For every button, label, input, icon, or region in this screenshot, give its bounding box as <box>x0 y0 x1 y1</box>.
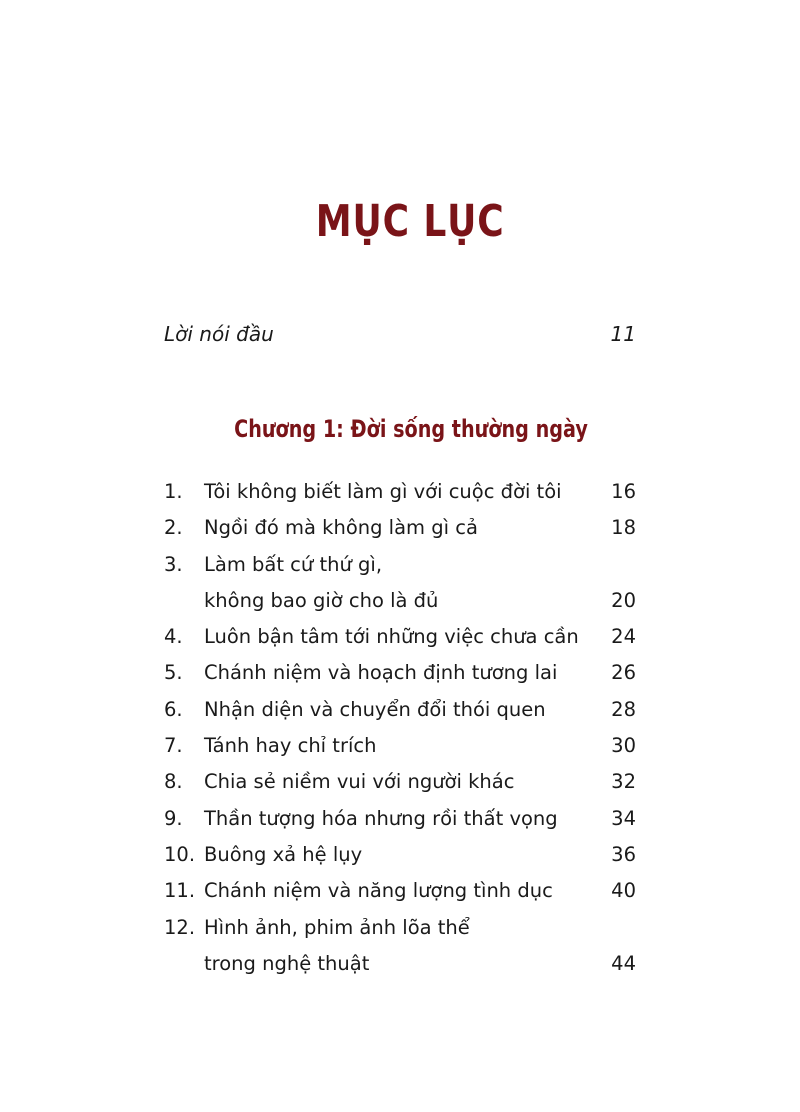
toc-entry <box>164 547 636 620</box>
toc-entry-title: Chia sẻ niềm vui với người khác <box>204 770 515 794</box>
toc-entry-page-number: 16 <box>611 480 636 503</box>
toc-entry-list <box>164 474 636 982</box>
toc-entry-number: 10. <box>164 842 196 866</box>
toc-entry <box>164 910 636 983</box>
toc-entry-number: 2. <box>164 516 183 540</box>
toc-entry-page-number: 26 <box>611 661 636 685</box>
toc-entry <box>164 619 636 655</box>
toc-entry <box>164 510 636 546</box>
toc-entry-page-number: 36 <box>611 842 636 866</box>
toc-entry-page-number: 18 <box>611 516 636 540</box>
toc-entry <box>164 692 636 728</box>
toc-entry-number: 6. <box>164 697 183 721</box>
toc-entry-number: 5. <box>164 661 183 685</box>
toc-entry <box>164 837 636 873</box>
toc-entry-number: 4. <box>164 625 183 649</box>
toc-entry-page-number: 28 <box>611 697 636 721</box>
toc-entry <box>164 801 636 837</box>
toc-entry-title: Nhận diện và chuyển đổi thói quen <box>204 697 546 721</box>
toc-entry-title: Ngồi đó mà không làm gì cả <box>204 516 478 540</box>
toc-entry-number: 1. <box>164 480 183 503</box>
toc-entry-title: Buông xả hệ lụy <box>204 842 363 866</box>
preface-entry <box>164 322 636 352</box>
toc-entry-number: 9. <box>164 806 183 830</box>
toc-entry-title: Thần tượng hóa nhưng rồi thất vọng <box>204 806 558 830</box>
toc-entry-number: 11. <box>164 879 196 903</box>
toc-entry-number: 8. <box>164 770 183 794</box>
toc-entry-title: Chánh niệm và năng lượng tình dục <box>204 879 553 903</box>
chapter-heading: Chương 1: Đời sống thường ngày <box>234 415 588 443</box>
toc-entry-title-continued: trong nghệ thuật <box>204 951 370 975</box>
preface-label: Lời nói đầu <box>164 322 274 346</box>
toc-entry-title: Làm bất cứ thứ gì, <box>204 552 383 576</box>
toc-entry-title: Hình ảnh, phim ảnh lõa thể <box>204 915 470 939</box>
toc-entry-title: Tánh hay chỉ trích <box>204 734 377 758</box>
toc-entry-page-number: 24 <box>611 625 636 649</box>
toc-entry-page-number: 20 <box>611 588 636 612</box>
toc-entry-page-number: 32 <box>611 770 636 794</box>
toc-entry <box>164 474 636 510</box>
toc-entry-number: 3. <box>164 552 183 576</box>
toc-entry-page-number: 44 <box>611 951 636 975</box>
toc-entry-title-continued: không bao giờ cho là đủ <box>204 588 439 612</box>
toc-entry-page-number: 40 <box>611 879 636 903</box>
toc-entry-page-number: 30 <box>611 734 636 758</box>
toc-entry <box>164 764 636 800</box>
preface-page-number: 11 <box>610 322 636 346</box>
toc-entry-title: Chánh niệm và hoạch định tương lai <box>204 661 558 685</box>
toc-entry <box>164 728 636 764</box>
toc-entry <box>164 873 636 909</box>
toc-entry-title: Tôi không biết làm gì với cuộc đời tôi <box>204 480 562 503</box>
toc-entry-page-number: 34 <box>611 806 636 830</box>
toc-entry-number: 12. <box>164 915 196 939</box>
page-title: MỤC LỤC <box>315 196 505 247</box>
toc-entry-number: 7. <box>164 734 183 758</box>
toc-entry-title: Luôn bận tâm tới những việc chưa cần <box>204 625 579 649</box>
toc-entry <box>164 655 636 691</box>
